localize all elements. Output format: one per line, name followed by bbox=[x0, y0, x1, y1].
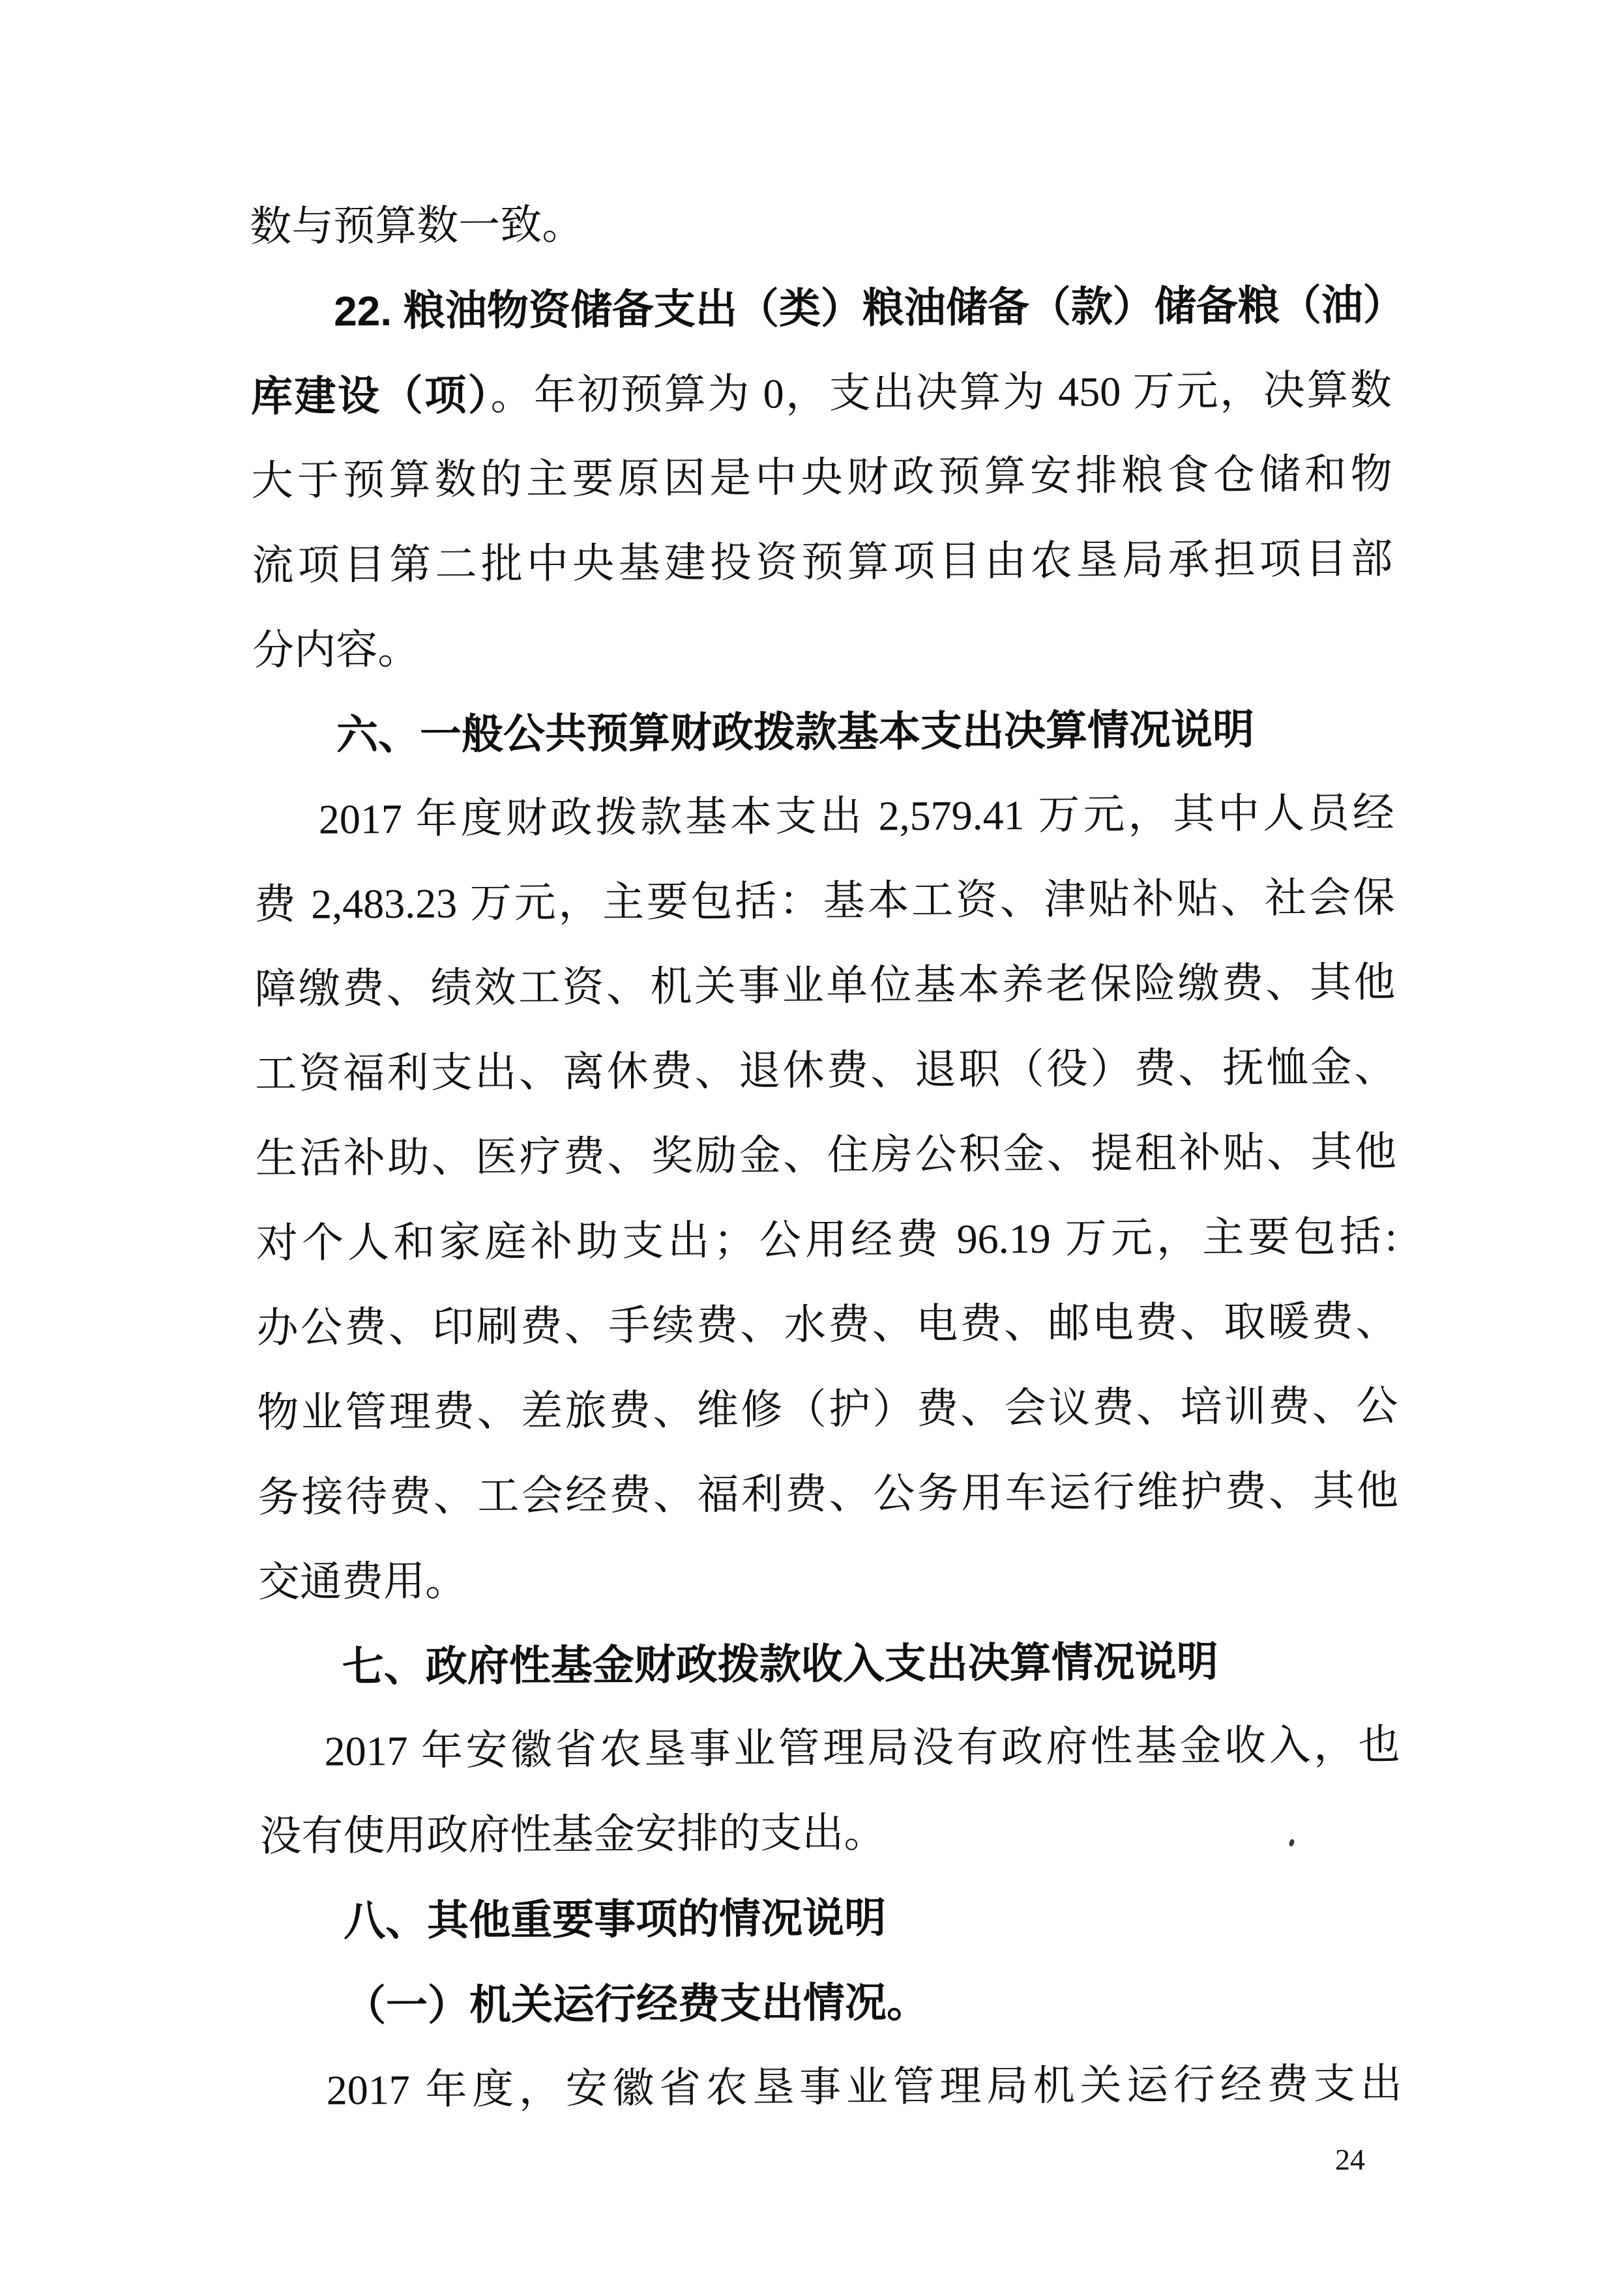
text-line-21 bbox=[260, 1872, 1402, 1964]
text-segment: 2017 年度财政拨款基本支出 2,579.41 万元，其中人员经 bbox=[318, 789, 1395, 843]
text-segment: 务接待费、工会经费、福利费、公务用车运行维护费、其他 bbox=[257, 1467, 1399, 1521]
text-segment: 费 2,483.23 万元，主要包括：基本工资、津贴补贴、社会保 bbox=[254, 874, 1395, 928]
bold-text-segment: （一）机关运行经费支出情况。 bbox=[344, 1979, 929, 2029]
text-segment: 没有使用政府性基金安排的支出。 bbox=[259, 1809, 886, 1860]
text-line-16 bbox=[257, 1449, 1399, 1541]
text-segment: 2017 年度，安徽省农垦事业管理局机关运行经费支出 bbox=[326, 2060, 1402, 2114]
bold-text-segment: 七、政府性基金财政拨款收入支出决算情况说明 bbox=[342, 1638, 1218, 1691]
text-line-5 bbox=[252, 517, 1393, 609]
text-line-23 bbox=[261, 2042, 1402, 2134]
text-line-12 bbox=[256, 1110, 1397, 1202]
text-line-3 bbox=[250, 347, 1392, 439]
text-line-9 bbox=[254, 856, 1395, 948]
bold-text-segment: 粮油物资储备支出（类）粮油储备（款）储备粮（油） bbox=[403, 281, 1405, 334]
text-line-6 bbox=[252, 602, 1394, 693]
text-line-22 bbox=[261, 1957, 1402, 2049]
text-segment: 工资福利支出、离休费、退休费、退职（役）费、抚恤金、 bbox=[255, 1043, 1396, 1097]
page-number: 24 bbox=[1335, 2143, 1365, 2176]
text-segment: 数与预算数一致。 bbox=[250, 201, 584, 250]
text-segment: 生活补助、医疗费、奖励金、住房公积金、提租补贴、其他 bbox=[255, 1128, 1397, 1182]
bold-text-segment: 八、其他重要事项的情况说明 bbox=[343, 1894, 887, 1945]
text-segment: 。年初预算为 0，支出决算为 450 万元，决算数 bbox=[490, 366, 1392, 419]
text-line-17 bbox=[258, 1533, 1400, 1625]
text-line-4 bbox=[251, 432, 1392, 524]
bold-text-segment: 库建设（项） bbox=[250, 371, 491, 420]
text-line-8 bbox=[253, 771, 1394, 863]
text-segment: 流项目第二批中央基建投资预算项目由农垦局承担项目部 bbox=[252, 535, 1393, 589]
bold-text-segment: 六、一般公共预算财政拨款基本支出决算情况说明 bbox=[336, 705, 1255, 759]
text-line-14 bbox=[256, 1279, 1398, 1371]
text-segment: 对个人和家庭补助支出；公用经费 96.19 万元，主要包括: bbox=[256, 1213, 1397, 1267]
text-segment: 障缴费、绩效工资、机关事业单位基本养老保险缴费、其他 bbox=[254, 959, 1396, 1013]
text-line-19 bbox=[259, 1703, 1400, 1795]
text-segment: 交通费用。 bbox=[257, 1558, 467, 1606]
text-line-15 bbox=[257, 1364, 1398, 1456]
text-segment: 2017 年安徽省农垦事业管理局没有政府性基金收入，也 bbox=[324, 1721, 1400, 1775]
text-line-13 bbox=[256, 1195, 1397, 1286]
text-line-1 bbox=[250, 178, 1391, 270]
text-segment: 办公费、印刷费、手续费、水费、电费、邮电费、取暖费、 bbox=[256, 1298, 1398, 1352]
text-segment: 物业管理费、差旅费、维修（护）费、会议费、培训费、公 bbox=[257, 1382, 1398, 1436]
text-segment: 大于预算数的主要原因是中央财政预算安排粮食仓储和物 bbox=[251, 450, 1392, 504]
text-line-18 bbox=[258, 1618, 1400, 1710]
text-line-7 bbox=[253, 686, 1394, 778]
document-text-block bbox=[250, 178, 1405, 2134]
text-segment: 分内容。 bbox=[252, 626, 420, 674]
text-line-10 bbox=[254, 940, 1396, 1032]
bold-text-segment: 22. bbox=[333, 287, 404, 335]
text-line-20 bbox=[259, 1788, 1401, 1880]
text-line-2 bbox=[250, 263, 1405, 355]
text-line-11 bbox=[255, 1025, 1396, 1117]
